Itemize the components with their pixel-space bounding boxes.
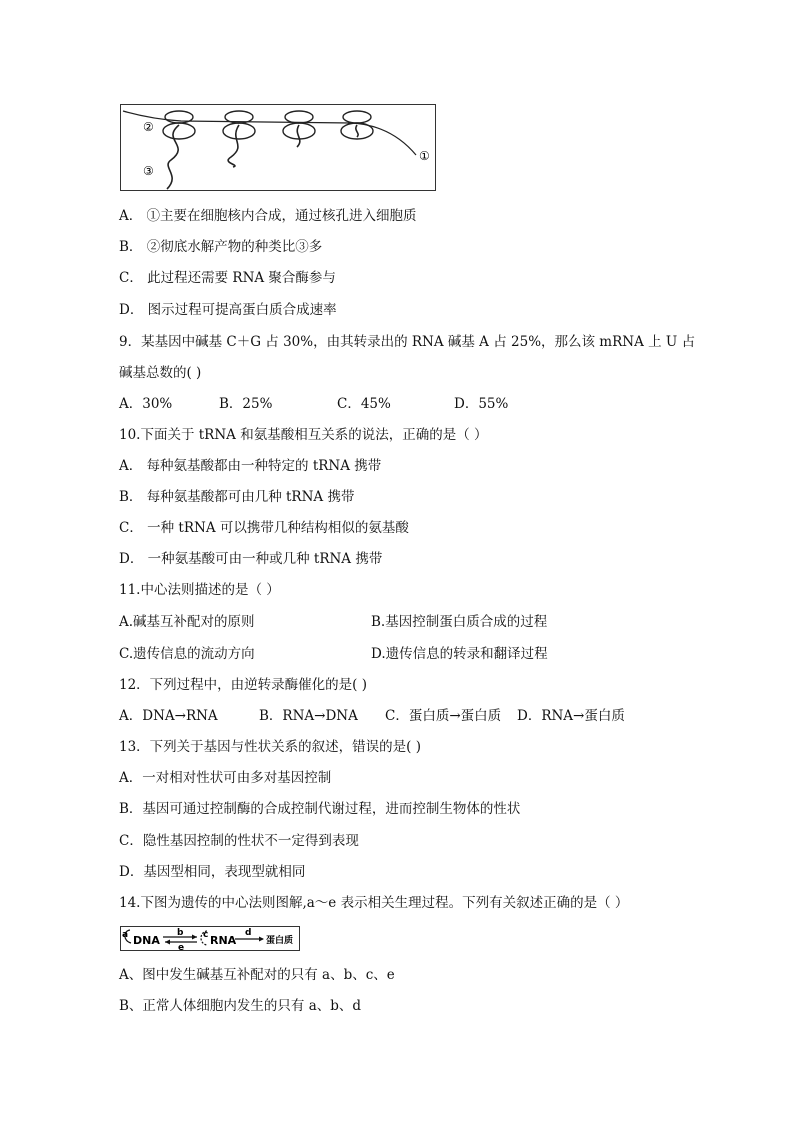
rna-label: RNA <box>210 934 237 947</box>
polysome-diagram <box>121 105 435 190</box>
q13-option-c: C．隐性基因控制的性状不一定得到表现 <box>119 833 359 849</box>
q10-option-d: D． 一种氨基酸可由一种或几种 tRNA 携带 <box>119 551 383 567</box>
q9-option-d: D．55% <box>454 396 509 412</box>
q11-option-a: A.碱基互补配对的原则 <box>119 614 255 630</box>
q12-option-a: A．DNA→RNA <box>119 708 218 724</box>
q13-stem: 13．下列关于基因与性状关系的叙述，错误的是( ) <box>119 739 422 755</box>
q9-option-c: C．45% <box>337 396 391 412</box>
label-1: ① <box>419 149 430 163</box>
q11-stem: 11.中心法则描述的是（ ） <box>119 582 280 598</box>
q14-stem: 14.下图为遗传的中心法则图解,a～e 表示相关生理过程。下列有关叙述正确的是（ ） <box>119 895 629 911</box>
q14-option-b: B、正常人体细胞内发生的只有 a、b、d <box>119 998 362 1014</box>
translation-arrowhead <box>259 937 264 942</box>
polypeptide-chain-3 <box>297 125 300 147</box>
q12-stem: 12．下列过程中，由逆转录酶催化的是( ) <box>119 677 368 693</box>
central-dogma-diagram <box>121 927 299 950</box>
q12-option-c: C．蛋白质→蛋白质 <box>385 708 502 724</box>
q11-option-b: B.基因控制蛋白质合成的过程 <box>371 614 548 630</box>
q13-option-d: D．基因型相同，表现型就相同 <box>119 864 306 880</box>
q9-option-b: B．25% <box>219 396 273 412</box>
central-dogma-figure <box>120 926 300 951</box>
q13-option-b: B．基因可通过控制酶的合成控制代谢过程，进而控制生物体的性状 <box>119 801 521 817</box>
q10-stem: 10.下面关于 tRNA 和氨基酸相互关系的说法，正确的是（ ） <box>119 427 488 443</box>
polypeptide-chain-1 <box>167 125 179 189</box>
polypeptide-chain-4 <box>356 125 358 137</box>
q11-option-d: D.遗传信息的转录和翻译过程 <box>371 646 548 662</box>
dna-label: DNA <box>133 934 160 947</box>
q9-option-a: A．30% <box>119 396 173 412</box>
polysome-figure <box>120 104 436 191</box>
q13-option-a: A．一对相对性状可由多对基因控制 <box>119 770 332 786</box>
q8-option-d: D． 图示过程可提高蛋白质合成速率 <box>119 302 337 318</box>
protein-label: 蛋白质 <box>266 936 294 946</box>
q9-stem-line1: 9．某基因中碱基 C＋G 占 30%，由其转录出的 RNA 碱基 A 占 25%，那么该 mRNA 上 U 占 <box>119 334 696 350</box>
q12-option-b: B．RNA→DNA <box>259 708 358 724</box>
process-c-label: c <box>203 930 209 940</box>
label-2: ② <box>143 120 154 134</box>
ribosome-large-subunit-3 <box>285 111 313 123</box>
transcription-arrowhead <box>192 935 197 940</box>
polypeptide-chain-2 <box>228 125 239 167</box>
process-b-label: b <box>177 928 184 938</box>
process-a-label: a <box>122 930 129 940</box>
q10-option-b: B． 每种氨基酸都可由几种 tRNA 携带 <box>119 489 355 505</box>
process-d-label: d <box>245 928 252 938</box>
q14-option-a: A、图中发生碱基互补配对的只有 a、b、c、e <box>119 967 395 983</box>
label-3: ③ <box>143 164 154 178</box>
q8-option-b: B． ②彻底水解产物的种类比③多 <box>119 239 323 255</box>
q8-option-a: A． ①主要在细胞核内合成，通过核孔进入细胞质 <box>119 208 417 224</box>
q8-option-c: C． 此过程还需要 RNA 聚合酶参与 <box>119 270 336 286</box>
q12-option-d: D．RNA→蛋白质 <box>517 708 625 724</box>
ribosome-large-subunit-4 <box>343 111 371 123</box>
q10-option-c: C． 一种 tRNA 可以携带几种结构相似的氨基酸 <box>119 520 409 536</box>
reverse-transcription-arrowhead <box>165 940 170 945</box>
q9-stem-line2: 碱基总数的( ) <box>119 365 202 381</box>
q10-option-a: A． 每种氨基酸都由一种特定的 tRNA 携带 <box>119 458 382 474</box>
process-e-label: e <box>178 943 185 950</box>
q11-option-c: C.遗传信息的流动方向 <box>119 646 255 662</box>
